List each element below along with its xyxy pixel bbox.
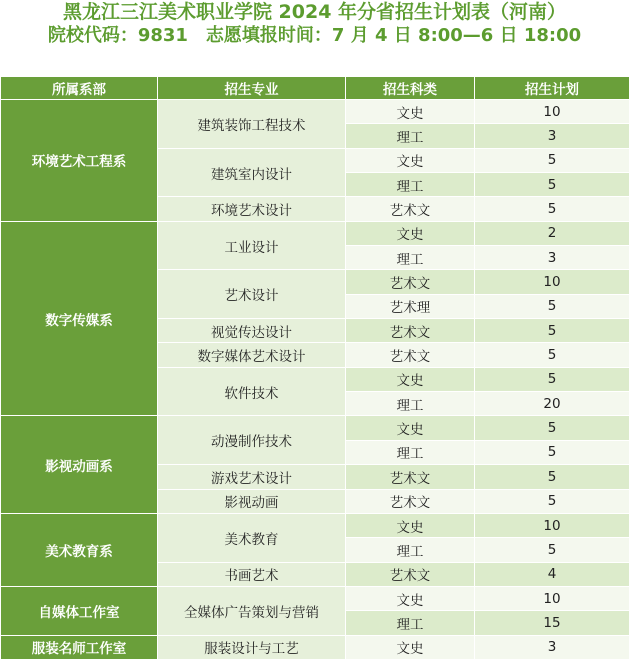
department-cell: 影视动画系 — [1, 416, 158, 513]
major-cell: 动漫制作技术 — [158, 416, 346, 465]
major-cell: 建筑室内设计 — [158, 148, 346, 197]
subject-cell: 理工 — [346, 173, 475, 197]
department-cell: 自媒体工作室 — [1, 586, 158, 635]
major-cell: 建筑装饰工程技术 — [158, 100, 346, 149]
quota-cell: 15 — [475, 611, 629, 635]
subject-cell: 文史 — [346, 513, 475, 537]
header-subject: 招生科类 — [346, 77, 475, 100]
quota-cell: 5 — [475, 440, 629, 464]
quota-cell: 3 — [475, 246, 629, 270]
table-row — [1, 513, 629, 537]
subject-cell: 艺术文 — [346, 343, 475, 367]
department-cell: 美术教育系 — [1, 513, 158, 586]
table-row — [1, 416, 629, 440]
subject-cell: 文史 — [346, 416, 475, 440]
quota-cell: 5 — [475, 197, 629, 221]
subject-cell: 理工 — [346, 246, 475, 270]
subject-cell: 理工 — [346, 440, 475, 464]
title-code-and-time: 院校代码：9831 志愿填报时间：7 月 4 日 8:00—6 日 18:00 — [47, 25, 582, 46]
subject-cell: 文史 — [346, 148, 475, 172]
header-major: 招生专业 — [158, 77, 346, 100]
subject-cell: 文史 — [346, 221, 475, 245]
subject-cell: 艺术文 — [346, 270, 475, 294]
table-body — [1, 100, 629, 660]
department-cell: 服装名师工作室 — [1, 635, 158, 659]
quota-cell: 20 — [475, 392, 629, 416]
major-cell: 服装设计与工艺 — [158, 635, 346, 659]
quota-cell: 10 — [475, 586, 629, 610]
quota-cell: 5 — [475, 148, 629, 172]
quota-cell: 5 — [475, 294, 629, 318]
major-cell: 艺术设计 — [158, 270, 346, 319]
quota-cell: 5 — [475, 367, 629, 391]
quota-cell: 5 — [475, 538, 629, 562]
major-cell: 书画艺术 — [158, 562, 346, 586]
subject-cell: 艺术文 — [346, 465, 475, 489]
subject-cell: 艺术理 — [346, 294, 475, 318]
quota-cell: 5 — [475, 465, 629, 489]
major-cell: 游戏艺术设计 — [158, 465, 346, 489]
major-cell: 软件技术 — [158, 367, 346, 416]
department-cell: 环境艺术工程系 — [1, 100, 158, 222]
header-quota: 招生计划 — [475, 77, 629, 100]
subject-cell: 理工 — [346, 124, 475, 148]
quota-cell: 5 — [475, 173, 629, 197]
title-school-plan: 黑龙江三江美术职业学院 2024 年分省招生计划表（河南） — [62, 1, 567, 23]
subject-cell: 文史 — [346, 367, 475, 391]
major-cell: 美术教育 — [158, 513, 346, 562]
subject-cell: 理工 — [346, 538, 475, 562]
quota-cell: 5 — [475, 416, 629, 440]
major-cell: 环境艺术设计 — [158, 197, 346, 221]
subject-cell: 文史 — [346, 635, 475, 659]
major-cell: 工业设计 — [158, 221, 346, 270]
subject-cell: 文史 — [346, 586, 475, 610]
quota-cell: 5 — [475, 319, 629, 343]
header-department: 所属系部 — [1, 77, 158, 100]
quota-cell: 4 — [475, 562, 629, 586]
subject-cell: 文史 — [346, 100, 475, 124]
major-cell: 影视动画 — [158, 489, 346, 513]
page-title — [0, 0, 629, 48]
table-row — [1, 586, 629, 610]
subject-cell: 理工 — [346, 611, 475, 635]
quota-cell: 10 — [475, 100, 629, 124]
table-row — [1, 635, 629, 659]
quota-cell: 5 — [475, 489, 629, 513]
major-cell: 数字媒体艺术设计 — [158, 343, 346, 367]
quota-cell: 10 — [475, 513, 629, 537]
quota-cell: 5 — [475, 343, 629, 367]
major-cell: 全媒体广告策划与营销 — [158, 586, 346, 635]
subject-cell: 艺术文 — [346, 197, 475, 221]
quota-cell: 2 — [475, 221, 629, 245]
subject-cell: 艺术文 — [346, 489, 475, 513]
table-row — [1, 221, 629, 245]
major-cell: 视觉传达设计 — [158, 319, 346, 343]
department-cell: 数字传媒系 — [1, 221, 158, 416]
subject-cell: 艺术文 — [346, 562, 475, 586]
subject-cell: 理工 — [346, 392, 475, 416]
table-header-row — [1, 77, 629, 100]
quota-cell: 3 — [475, 124, 629, 148]
subject-cell: 艺术文 — [346, 319, 475, 343]
quota-cell: 3 — [475, 635, 629, 659]
quota-cell: 10 — [475, 270, 629, 294]
table-row — [1, 100, 629, 124]
enrollment-plan-table — [0, 76, 629, 660]
